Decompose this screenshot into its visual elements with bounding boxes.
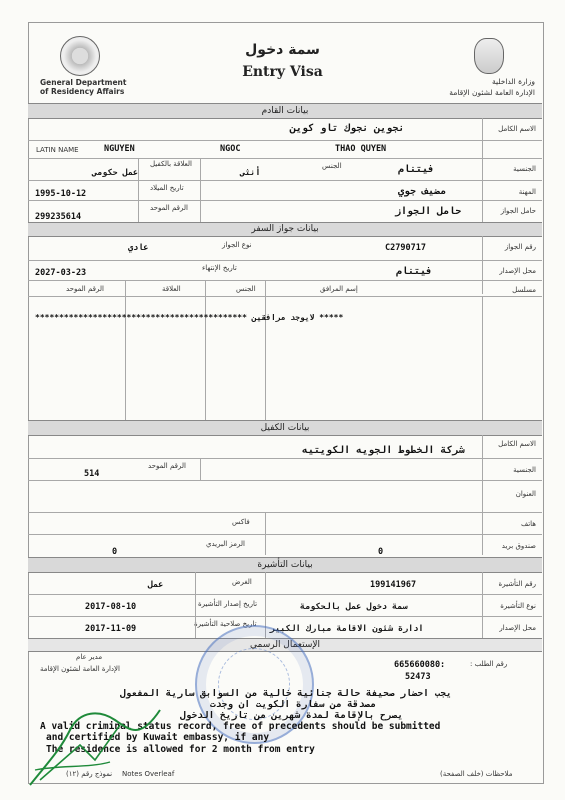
nationality: فيتنام [398,164,435,175]
visa-type-label: نوع التأشيرة [500,602,536,610]
companion-relation-label: العلاقة [162,285,181,293]
sponsor-name: شركة الخطوط الجويه الكويتيه [302,445,465,456]
companion-label: إسم المرافق [320,285,358,293]
right-dept-line2: الإدارة العامة لشئون الإقامة [449,88,535,97]
title-english: Entry Visa [242,64,323,80]
issue-date-label: تاريخ إصدار التأشيرة [198,600,258,608]
dob-label: تاريخ الميلاد [150,184,184,192]
sex: أنثى [240,168,261,178]
purpose-label: الغرض [232,578,252,586]
visa-type: سمة دخول عمل بالحكومة [300,602,408,612]
left-dept-line1: General Department [40,78,127,87]
visa-issue-place-label: محل الإصدار [499,624,536,632]
note-en-3: The residence is allowed for 2 month from entry [46,744,315,755]
title-arabic: سمة دخول [245,42,320,58]
note-en-1: A valid criminal status record, free of precedents should be submitted [40,721,441,732]
right-dept-line1: وزارة الداخلية [491,77,535,86]
note-ar-1: يجب احضار صحيفة حالة جنائية خالية من السوابق سارية المفعول [120,688,452,699]
address-label: العنوان [515,490,536,498]
expiry-label: تاريخ الإنتهاء [202,264,237,272]
pobox: 0 [378,547,384,557]
request-label: رقم الطلب : [470,660,508,668]
kuwait-emblem [474,38,504,74]
latin-name-label: LATIN NAME [36,146,79,154]
unified: 299235614 [35,212,82,222]
left-dept-line2: of Residency Affairs [40,87,125,96]
passport-type-label: نوع الجواز [222,241,252,249]
section-visa: بيانات التأشيرة [28,557,542,573]
director-dept: الإدارة العامة لشئون الإقامة [40,665,120,673]
latin-middle: NGOC [220,144,241,154]
relation-label: العلاقة بالكفيل [150,160,192,168]
full-name-ar: نجوين نجوك تاو كوين [290,123,405,134]
visa-number: 199141967 [370,580,417,590]
request-number: 665660080: [394,660,446,670]
passport-holder: حامل الجواز [395,206,462,217]
note-ar-2: مصدقة من سفارة الكويت ان وجدت [210,699,376,710]
sponsor-nationality-label: الجنسية [513,466,536,474]
fax-label: فاكس [232,518,250,526]
dob: 1995-10-12 [35,189,87,199]
passport-holder-label: حامل الجواز [500,207,536,215]
validity: 2017-11-09 [85,624,137,634]
latin-first: NGUYEN [104,144,135,154]
passport-number-label: رقم الجواز [504,243,536,251]
profession: مضيف جوي [398,186,447,197]
director-label: مدير عام [76,653,103,661]
nationality-label: الجنسية [513,165,536,173]
form-number: نموذج رقم (١٢) [66,770,113,778]
full-name-label: الاسم الكامل [498,125,536,133]
profession-label: المهنة [518,188,536,196]
companion-unified-label: الرقم الموحد [66,285,104,293]
issue-place-label: محل الإصدار [499,267,536,275]
postal: 0 [112,547,118,557]
issue-date: 2017-08-10 [85,602,137,612]
companion-sex-label: الجنس [236,285,256,293]
request-number-2: 52473 [405,672,431,682]
sponsor-unified: 514 [84,469,100,479]
passport-number: C2790717 [385,243,426,253]
section-arrival: بيانات القادم [28,103,542,119]
remarks-overleaf: ملاحظات (خلف الصفحة) [440,770,513,778]
companions-line: ******************************************** لايوجد مرافقين ***** [35,313,344,322]
section-official: الإستعمال الرسمي [28,638,542,652]
latin-last: THAO QUYEN [335,144,387,154]
unified-label: الرقم الموحد [150,204,188,212]
visa-issue-place: ادارة شئون الاقامة مبارك الكبير [270,624,424,634]
issue-place: فيتنام [396,266,433,277]
sponsor-name-label: الاسم الكامل [498,440,536,448]
validity-label: تاريخ صلاحية التأشيرة [194,620,257,628]
sex-label: الجنس [322,162,342,170]
relation: عمل حكومى [92,168,139,178]
section-passport: بيانات جواز السفر [28,222,542,237]
notes-overleaf: Notes Overleaf [122,770,175,778]
note-ar-3: يصرح بالإقامة لمدة شهرين من تاريخ الدخول [180,710,404,721]
visa-number-label: رقم التأشيرة [498,580,536,588]
phone-label: هاتف [520,520,536,528]
postal-label: الرمز البريدي [206,540,245,548]
pobox-label: صندوق بريد [501,542,536,550]
sponsor-unified-label: الرقم الموحد [148,462,186,470]
note-en-2: and certified by Kuwait embassy, if any [46,732,270,743]
serial-label: مسلسل [512,286,536,294]
expiry: 2027-03-23 [35,268,87,278]
passport-type: عادي [128,243,149,253]
section-sponsor: بيانات الكفيل [28,420,542,436]
purpose: عمل [148,580,164,590]
